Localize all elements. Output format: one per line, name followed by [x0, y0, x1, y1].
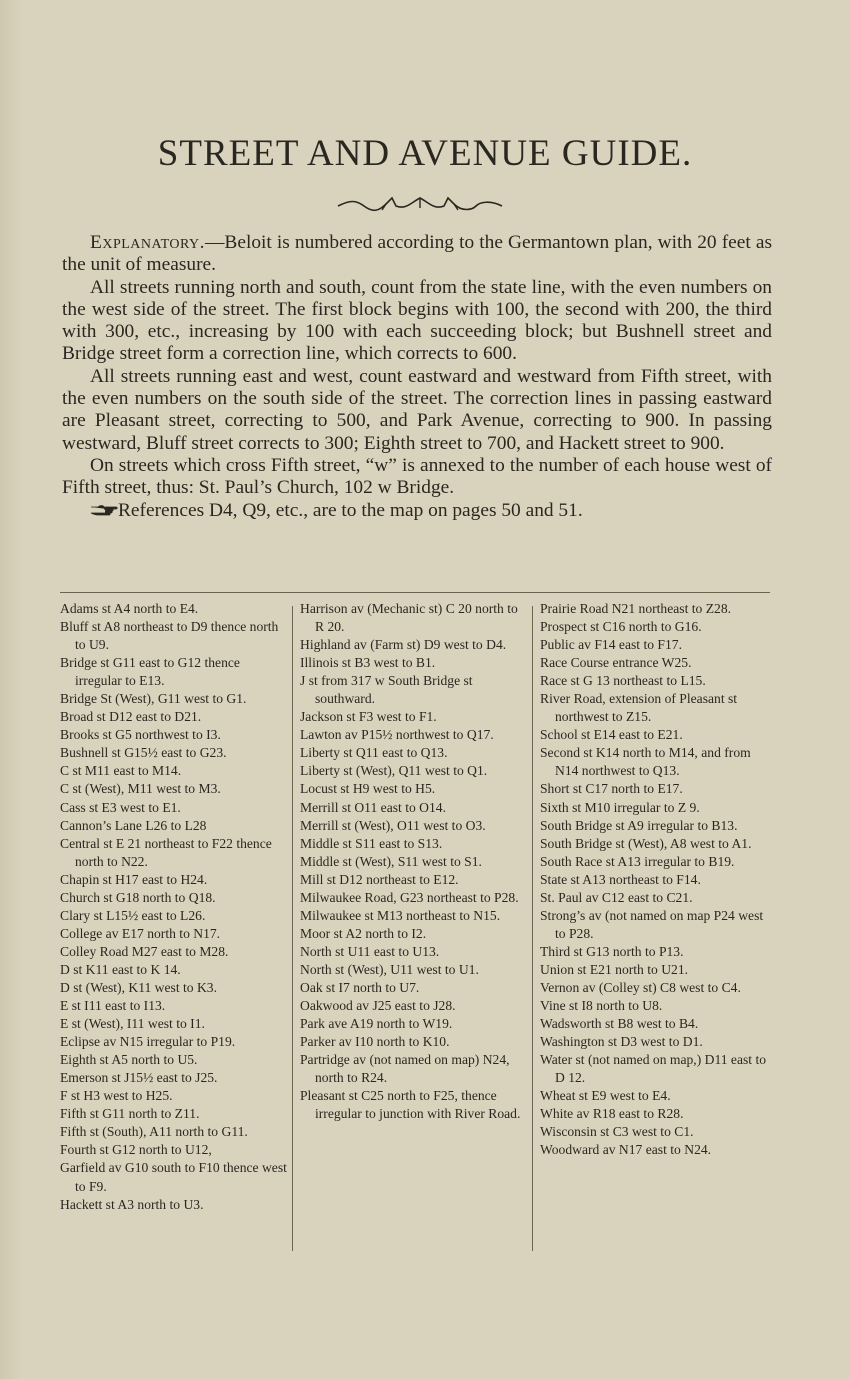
street-entry: Chapin st H17 east to H24. — [60, 871, 208, 887]
street-entry: Moor st A2 north to I2. — [300, 925, 427, 941]
street-entry: J st from 317 w South Bridge st southward. — [300, 673, 473, 707]
street-entry: Emerson st J15½ east to J25. — [60, 1070, 218, 1086]
street-entry: North st U11 east to U13. — [300, 943, 440, 959]
street-column-2 — [300, 600, 528, 1123]
street-entry: Cass st E3 west to E1. — [60, 799, 181, 815]
intro-paragraph-2: All streets running north and south, count from the state line, with the even numbers on the west side of the street. The first block begins with 100, the second with 200, the third with 300, etc., increasing by 100 with each succeeding block; but Bushnell street and Bridge street form a correction line, which corrects to 600. — [62, 276, 772, 365]
street-entry: Mill st D12 northeast to E12. — [300, 871, 459, 887]
street-entry: Harrison av (Mechanic st) C 20 north to R 20. — [300, 601, 518, 635]
street-entry: Lawton av P15½ northwest to Q17. — [300, 727, 494, 743]
street-entry: Parker av I10 north to K10. — [300, 1034, 450, 1050]
street-entry: Third st G13 north to P13. — [540, 943, 684, 959]
street-entry: School st E14 east to E21. — [540, 727, 683, 743]
street-entry: White av R18 east to R28. — [540, 1106, 684, 1122]
street-entry: Race st G 13 northeast to L15. — [540, 673, 706, 689]
intro-paragraph-3: All streets running east and west, count eastward and westward from Fifth street, with the even numbers on the south side of the street. The correction lines in passing eastward are Pleasant street, correcting to 500, and Park Avenue, correcting to 900. In passing westward, Bluff street corrects to 300; Eighth street to 700, and Hackett street to 900. — [62, 365, 772, 454]
intro-paragraph-4: On streets which cross Fifth street, “w” is annexed to the number of each house west of Fifth street, thus: St. Paul’s Church, 102 w Bridge. — [62, 454, 772, 499]
street-entry: D st K11 east to K 14. — [60, 961, 181, 977]
street-entry: Union st E21 north to U21. — [540, 961, 689, 977]
page-title: STREET AND AVENUE GUIDE. — [157, 133, 693, 174]
street-entry: Church st G18 north to Q18. — [60, 889, 216, 905]
street-entry: Woodward av N17 east to N24. — [540, 1142, 712, 1158]
street-entry: Fourth st G12 north to U12, — [60, 1142, 212, 1158]
street-entry: Prairie Road N21 northeast to Z28. — [540, 601, 732, 616]
street-entry: Partridge av (not named on map) N24, north to R24. — [300, 1052, 510, 1086]
street-entry: Fifth st G11 north to Z11. — [60, 1106, 200, 1122]
street-entry: Liberty st Q11 east to Q13. — [300, 745, 448, 761]
street-entry: Oakwood av J25 east to J28. — [300, 998, 456, 1014]
explanatory-label: Explanatory. — [90, 232, 206, 253]
street-column-1 — [60, 600, 290, 1214]
street-entry: Wheat st E9 west to E4. — [540, 1088, 671, 1104]
street-entry: C st M11 east to M14. — [60, 763, 182, 779]
street-entry: Hackett st A3 north to U3. — [60, 1196, 204, 1212]
street-entry: Wadsworth st B8 west to B4. — [540, 1016, 699, 1032]
street-entry: Race Course entrance W25. — [540, 655, 692, 671]
street-entry: Oak st I7 north to U7. — [300, 979, 420, 995]
street-entry: Merrill st O11 east to O14. — [300, 799, 446, 815]
street-entry: South Race st A13 irregular to B19. — [540, 853, 735, 869]
street-entry: Brooks st G5 northwest to I3. — [60, 727, 221, 743]
street-entry: Central st E 21 northeast to F22 thence north to N22. — [60, 835, 272, 869]
explanatory-text — [62, 232, 772, 522]
street-entry: College av E17 north to N17. — [60, 925, 221, 941]
street-entry: South Bridge st A9 irregular to B13. — [540, 817, 738, 833]
street-entry: Milwaukee st M13 northeast to N15. — [300, 907, 501, 923]
street-entry: St. Paul av C12 east to C21. — [540, 889, 693, 905]
street-entry: Garfield av G10 south to F10 thence west to F9. — [60, 1160, 287, 1194]
street-entry: Bridge st G11 east to G12 thence irregular to E13. — [60, 655, 240, 689]
intro-paragraph-1-text: —Beloit is numbered according to the Germantown plan, with 20 feet as the unit of measure. — [62, 232, 772, 276]
street-entry: Sixth st M10 irregular to Z 9. — [540, 799, 700, 815]
column-divider-1 — [292, 606, 293, 1251]
street-entry: Clary st L15½ east to L26. — [60, 907, 206, 923]
intro-paragraph-5 — [62, 500, 772, 522]
street-entry: Eighth st A5 north to U5. — [60, 1052, 198, 1068]
street-entry: Short st C17 north to E17. — [540, 781, 683, 797]
street-entry: Locust st H9 west to H5. — [300, 781, 436, 797]
street-entry: South Bridge st (West), A8 west to A1. — [540, 835, 752, 851]
street-entry: C st (West), M11 west to M3. — [60, 781, 221, 797]
street-entry: Park ave A19 north to W19. — [300, 1016, 453, 1032]
street-entry: Prospect st C16 north to G16. — [540, 619, 702, 635]
street-entry: Wisconsin st C3 west to C1. — [540, 1124, 694, 1140]
street-entry: Bushnell st G15½ east to G23. — [60, 745, 227, 761]
street-entry: Eclipse av N15 irregular to P19. — [60, 1034, 236, 1050]
street-entry: Middle st S11 east to S13. — [300, 835, 443, 851]
street-entry: State st A13 northeast to F14. — [540, 871, 701, 887]
street-entry: Merrill st (West), O11 west to O3. — [300, 817, 486, 833]
street-entry: Adams st A4 north to E4. — [60, 601, 199, 616]
street-entry: E st (West), I11 west to I1. — [60, 1016, 205, 1032]
intro-paragraph-1 — [62, 232, 772, 277]
street-entry: Colley Road M27 east to M28. — [60, 943, 229, 959]
street-entry: Fifth st (South), A11 north to G11. — [60, 1124, 248, 1140]
street-entry: D st (West), K11 west to K3. — [60, 979, 217, 995]
street-entry: Middle st (West), S11 west to S1. — [300, 853, 482, 869]
street-entry: Milwaukee Road, G23 northeast to P28. — [300, 889, 519, 905]
street-entry: Cannon’s Lane L26 to L28 — [60, 817, 207, 833]
street-entry: Broad st D12 east to D21. — [60, 709, 202, 725]
street-entry: North st (West), U11 west to U1. — [300, 961, 479, 977]
street-entry: Bridge St (West), G11 west to G1. — [60, 691, 247, 707]
street-entry: Jackson st F3 west to F1. — [300, 709, 437, 725]
street-entry: F st H3 west to H25. — [60, 1088, 173, 1104]
street-entry: E st I11 east to I13. — [60, 998, 166, 1014]
street-entry: Pleasant st C25 north to F25, thence irregular to junction with River Road. — [300, 1088, 521, 1122]
street-entry: Vernon av (Colley st) C8 west to C4. — [540, 979, 741, 995]
street-column-3 — [540, 600, 770, 1159]
section-divider — [60, 592, 770, 593]
street-entry: Liberty st (West), Q11 west to Q1. — [300, 763, 488, 779]
street-entry: Vine st I8 north to U8. — [540, 998, 663, 1014]
decorative-ornament-icon — [330, 186, 510, 220]
street-entry: Water st (not named on map,) D11 east to D 12. — [540, 1052, 767, 1086]
street-entry: River Road, extension of Pleasant st northwest to Z15. — [540, 691, 738, 725]
street-entry: Public av F14 east to F17. — [540, 637, 682, 653]
street-entry: Strong’s av (not named on map P24 west to P28. — [540, 907, 764, 941]
page-edge-shadow — [0, 0, 22, 1379]
street-entry: Second st K14 north to M14, and from N14 northwest to Q13. — [540, 745, 751, 779]
pointing-hand-icon — [90, 503, 118, 517]
street-entry: Bluff st A8 northeast to D9 thence north to U9. — [60, 619, 279, 653]
intro-paragraph-5-text: References D4, Q9, etc., are to the map on pages 50 and 51. — [118, 499, 583, 521]
column-divider-2 — [532, 606, 533, 1251]
street-entry: Illinois st B3 west to B1. — [300, 655, 436, 671]
street-entry: Washington st D3 west to D1. — [540, 1034, 703, 1050]
street-entry: Highland av (Farm st) D9 west to D4. — [300, 637, 507, 653]
